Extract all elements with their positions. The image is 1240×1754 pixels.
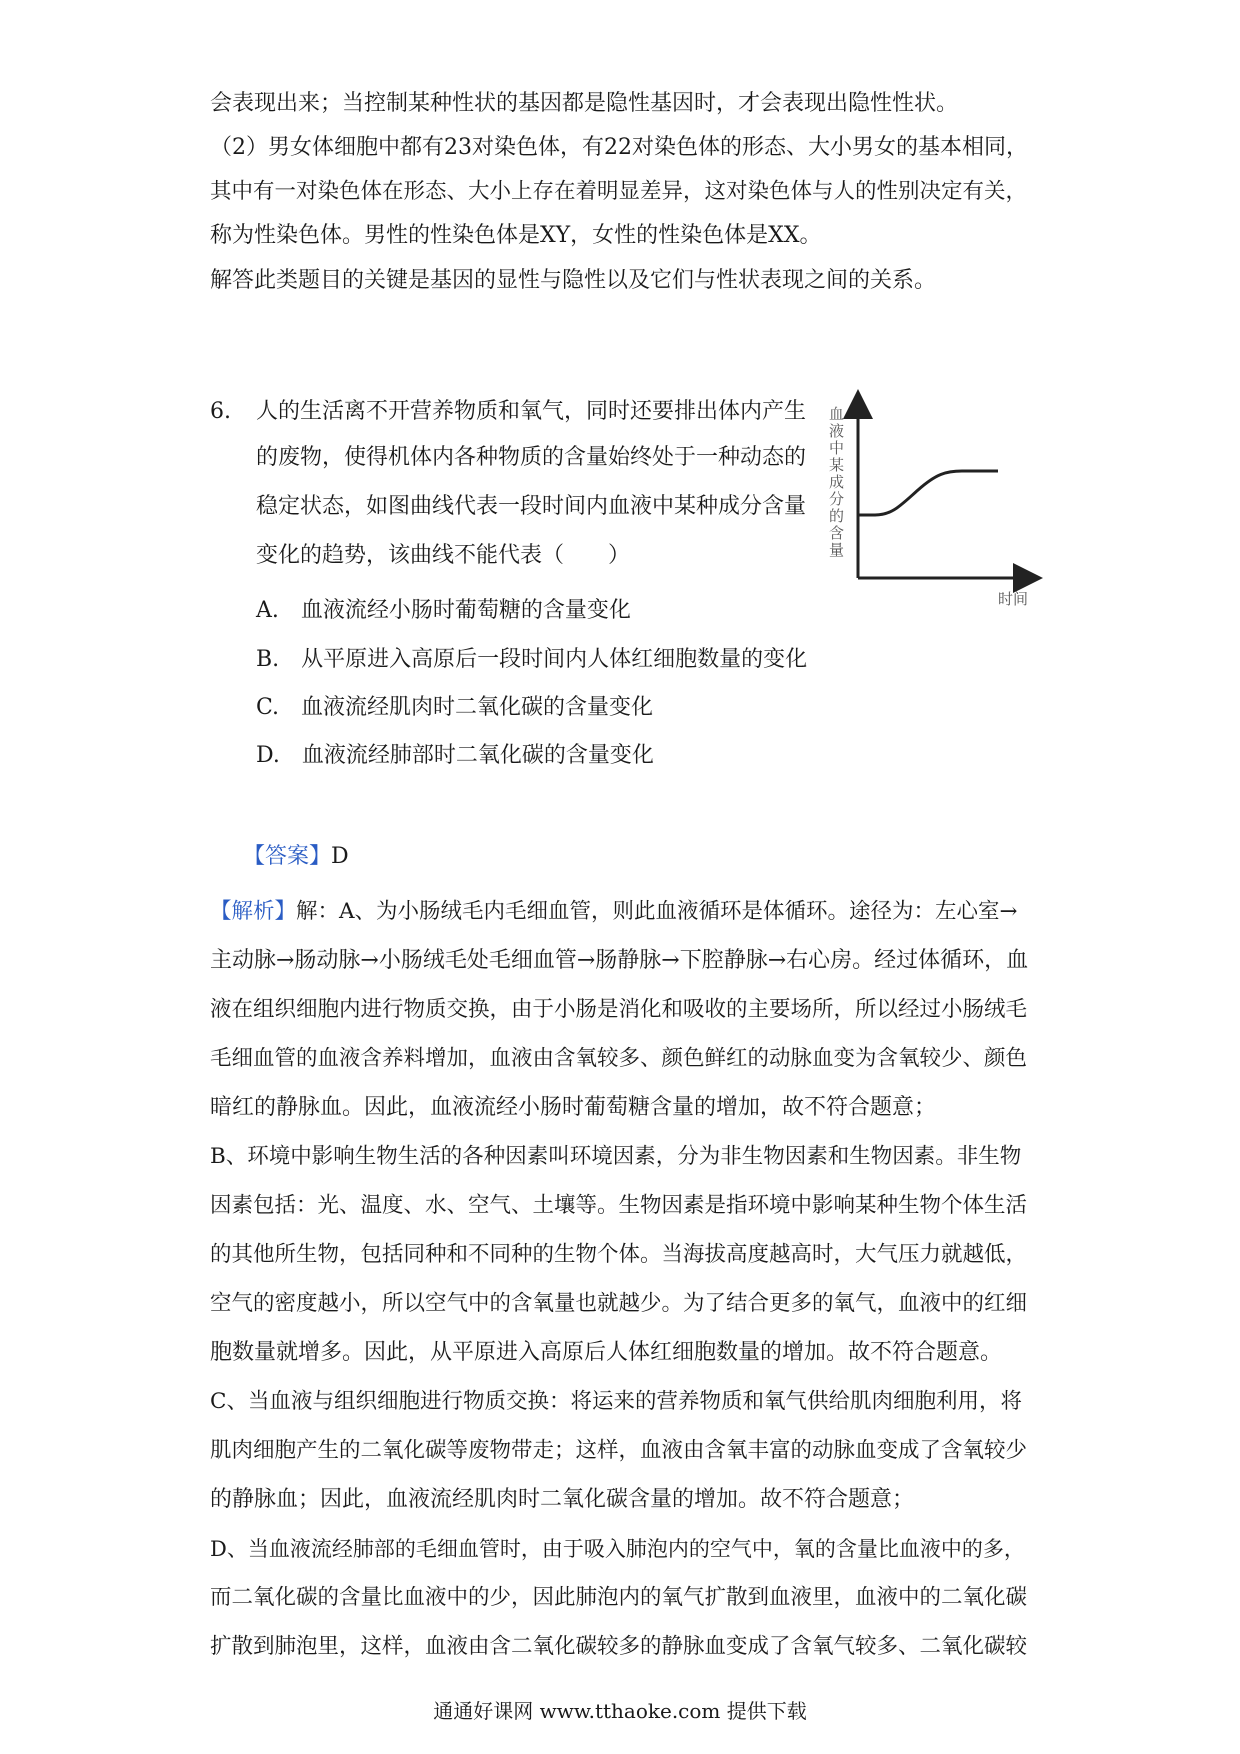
question-stem-line: 变化的趋势，该曲线不能代表（ ）: [256, 543, 631, 568]
question-stem-line: 稳定状态，如图曲线代表一段时间内血液中某种成分含量: [256, 494, 807, 519]
option-d: D. 血液流经肺部时二氧化碳的含量变化: [256, 743, 654, 768]
text-line: 解答此类题目的关键是基因的显性与隐性以及它们与性状表现之间的关系。: [210, 268, 937, 293]
trend-curve: [858, 471, 998, 515]
trend-graph: [827, 392, 1060, 617]
analysis-line: D、当血液流经肺部的毛细血管时，由于吸入肺泡内的空气中，氧的含量比血液中的多，: [210, 1537, 1025, 1561]
analysis-line: 毛细血管的血液含养料增加，血液由含氧较多、颜色鲜红的动脉血变为含氧较少、颜色: [210, 1046, 1028, 1071]
answer-value: D: [331, 844, 349, 869]
analysis-first-line: [210, 897, 1018, 927]
text-line: 会表现出来；当控制某种性状的基因都是隐性基因时，才会表现出隐性性状。: [210, 91, 959, 116]
option-a: A. 血液流经小肠时葡萄糖的含量变化: [256, 598, 631, 623]
analysis-line: 液在组织细胞内进行物质交换，由于小肠是消化和吸收的主要场所，所以经过小肠绒毛: [210, 997, 1028, 1022]
text-line: 其中有一对染色体在形态、大小上存在着明显差异，这对染色体与人的性别决定有关，: [210, 179, 1028, 204]
analysis-line: 胞数量就增多。因此，从平原进入高原后人体红细胞数量的增加。故不符合题意。: [210, 1340, 1003, 1365]
analysis-line: 扩散到肺泡里，这样，血液由含二氧化碳较多的静脉血变成了含氧气较多、二氧化碳较: [210, 1634, 1028, 1659]
analysis-text: 解：A、为小肠绒毛内毛细血管，则此血液循环是体循环。途径为：左心室→: [296, 899, 1018, 924]
analysis-line: 的其他所生物，包括同种和不同种的生物个体。当海拔高度越高时，大气压力就越低，: [210, 1242, 1028, 1267]
question-stem-line: 人的生活离不开营养物质和氧气，同时还要排出体内产生: [256, 399, 807, 424]
analysis-line: 暗红的静脉血。因此，血液流经小肠时葡萄糖含量的增加，故不符合题意；: [210, 1095, 937, 1120]
analysis-tag: 【解析】: [210, 899, 297, 924]
x-axis-label: 时间: [998, 590, 1029, 608]
analysis-line: B、环境中影响生物生活的各种因素叫环境因素，分为非生物因素和生物因素。非生物: [210, 1144, 1022, 1169]
option-b: B. 从平原进入高原后一段时间内人体红细胞数量的变化: [256, 647, 808, 672]
analysis-line: 主动脉→肠动脉→小肠绒毛处毛细血管→肠静脉→下腔静脉→右心房。经过体循环，血: [210, 948, 1029, 973]
analysis-line: 而二氧化碳的含量比血液中的少，因此肺泡内的氧气扩散到血液里，血液中的二氧化碳: [210, 1585, 1028, 1610]
text-line: （2）男女体细胞中都有23对染色体，有22对染色体的形态、大小男女的基本相同，: [210, 135, 1028, 160]
analysis-line: 空气的密度越小，所以空气中的含氧量也就越少。为了结合更多的氧气，血液中的红细: [210, 1291, 1028, 1316]
page-footer: 通通好课网 www.tthaoke.com 提供下载: [433, 1699, 807, 1723]
question-number: 6.: [210, 399, 231, 424]
y-axis-label: 血液中某成分的含量: [827, 406, 845, 559]
answer-line: [243, 842, 349, 872]
question-stem-line: 的废物，使得机体内各种物质的含量始终处于一种动态的: [256, 445, 807, 470]
analysis-line: 的静脉血；因此，血液流经肌肉时二氧化碳含量的增加。故不符合题意；: [210, 1487, 915, 1512]
option-c: C. 血液流经肌肉时二氧化碳的含量变化: [256, 695, 654, 720]
analysis-line: 肌肉细胞产生的二氧化碳等废物带走；这样，血液由含氧丰富的动脉血变成了含氧较少: [210, 1438, 1028, 1463]
analysis-line: C、当血液与组织细胞进行物质交换：将运来的营养物质和氧气供给肌肉细胞利用，将: [210, 1389, 1022, 1414]
answer-tag: 【答案】: [243, 844, 332, 869]
analysis-line: 因素包括：光、温度、水、空气、土壤等。生物因素是指环境中影响某种生物个体生活: [210, 1193, 1028, 1218]
text-line: 称为性染色体。男性的性染色体是XY，女性的性染色体是XX。: [210, 223, 822, 248]
